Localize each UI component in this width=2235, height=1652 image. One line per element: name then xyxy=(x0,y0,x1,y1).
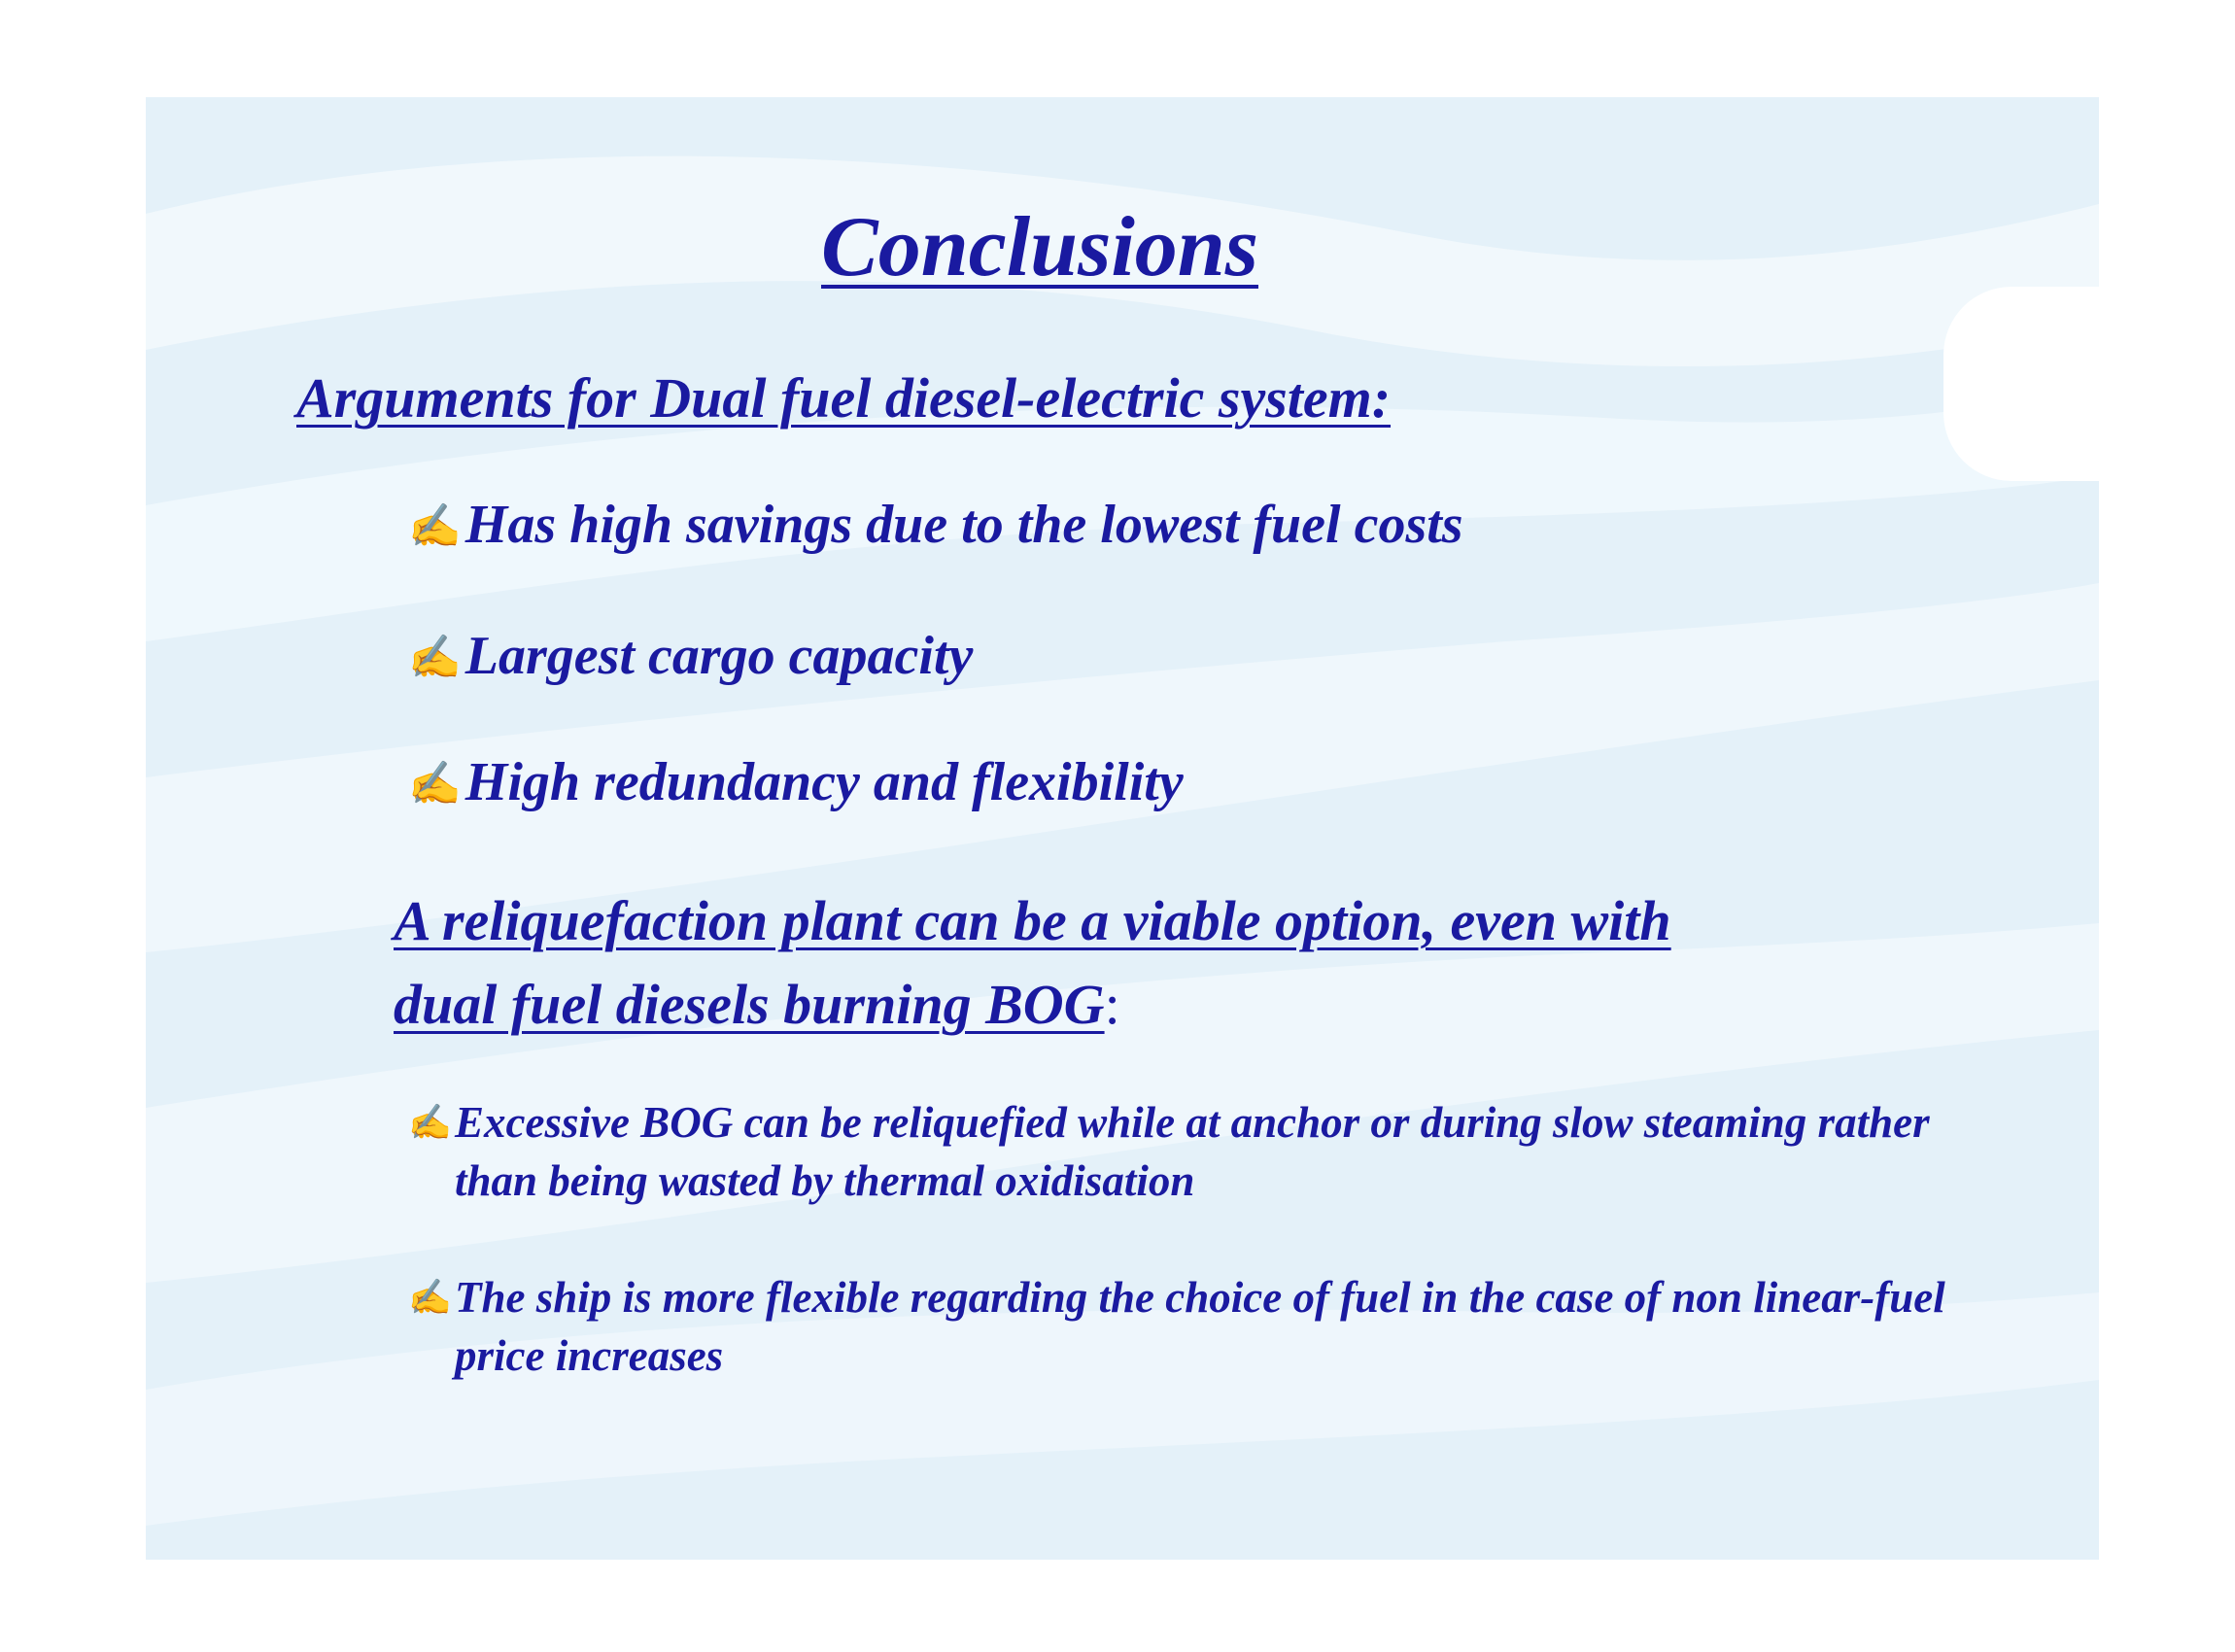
title-text: Conclusions xyxy=(821,200,1258,294)
corner-decoration xyxy=(1943,287,2099,481)
sub-bullet-item xyxy=(408,1093,1982,1210)
bullet-text: Has high savings due to the lowest fuel costs xyxy=(464,495,1463,555)
writing-hand-icon: ✍ xyxy=(408,502,462,550)
writing-hand-icon: ✍ xyxy=(408,1278,452,1317)
heading2-line1: A reliquefaction plant can be a viable option, even with xyxy=(394,889,1671,952)
bullet-item xyxy=(408,491,1463,561)
writing-hand-icon: ✍ xyxy=(408,760,462,808)
heading2-colon: : xyxy=(1104,973,1120,1036)
sub-bullet-text: The ship is more flexible regarding the choice of fuel in the case of non linear-fuel price increases xyxy=(455,1273,1945,1380)
bullet-item xyxy=(408,748,1184,818)
writing-hand-icon: ✍ xyxy=(408,1103,452,1142)
sub-bullet-item xyxy=(408,1268,1982,1385)
page-title xyxy=(0,194,2080,301)
sub-bullet-text: Excessive BOG can be reliquefied while at anchor or during slow steaming rather than being wasted by thermal oxidisation xyxy=(455,1098,1930,1205)
bullet-text: Largest cargo capacity xyxy=(464,626,974,686)
writing-hand-icon: ✍ xyxy=(408,634,462,681)
section-heading-reliquefaction xyxy=(394,879,1948,1047)
section-heading-dual-fuel: Arguments for Dual fuel diesel-electric system: xyxy=(296,366,1392,430)
bullet-item xyxy=(408,622,973,692)
bullet-text: High redundancy and flexibility xyxy=(464,752,1184,812)
heading2-line2: dual fuel diesels burning BOG xyxy=(394,973,1105,1036)
